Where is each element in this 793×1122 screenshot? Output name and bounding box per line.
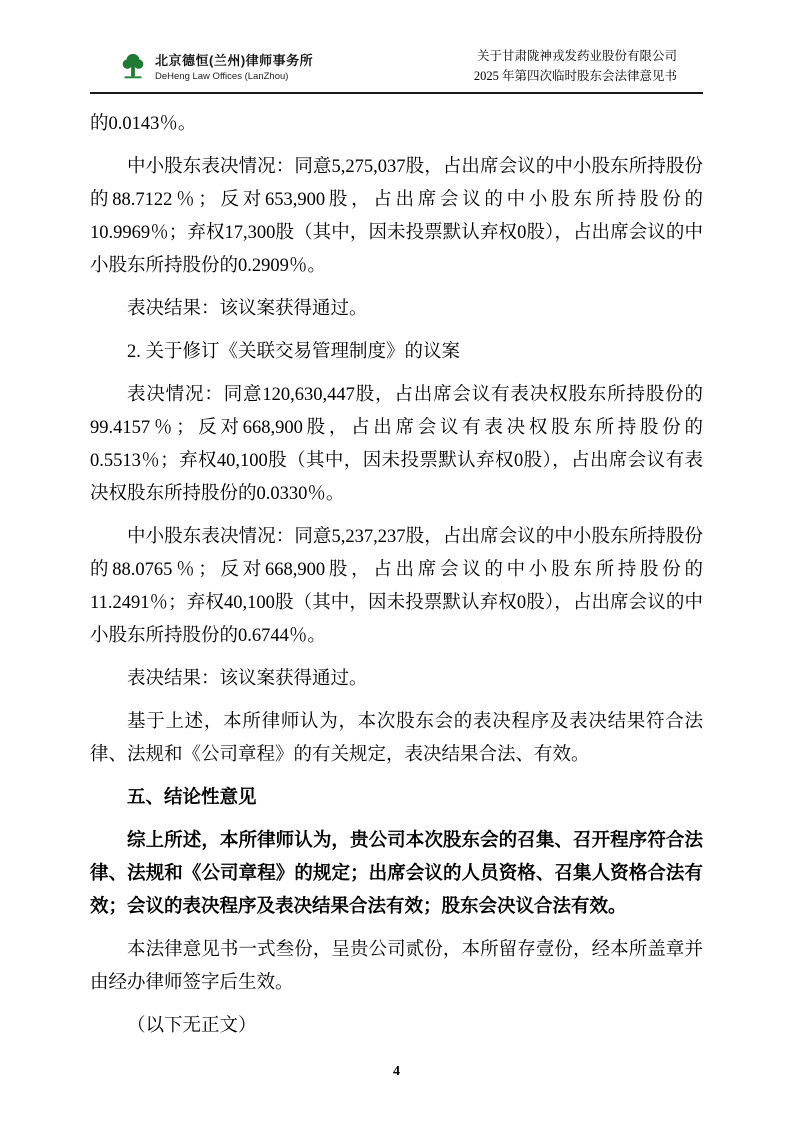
document-reference	[474, 46, 703, 86]
firm-identity	[90, 50, 313, 86]
body-paragraph: 中小股东表决情况：同意5,237,237股，占出席会议的中小股东所持股份的88.0765％；反对668,900股，占出席会议的中小股东所持股份的11.2491％；弃权40,100股（其中，因未投票默认弃权0股），占出席会议的中小股东所持股份的0.6744％。	[90, 527, 703, 646]
page-footer	[0, 1064, 793, 1080]
body-paragraph: 本法律意见书一式叁份，呈贵公司贰份，本所留存壹份，经本所盖章并由经办律师签字后生效。	[90, 940, 703, 993]
section-heading: 五、结论性意见	[127, 788, 257, 808]
page-number: 4	[393, 1064, 400, 1079]
body-paragraph: 2. 关于修订《关联交易管理制度》的议案	[127, 342, 461, 362]
firm-names	[155, 50, 313, 82]
firm-name-cn: 北京德恒(兰州)律师事务所	[155, 53, 314, 68]
firm-name-en: DeHeng Law Offices (LanZhou)	[155, 71, 289, 82]
body-paragraph: 综上所述，本所律师认为，贵公司本次股东会的召集、召开程序符合法律、法规和《公司章程》的规定；出席会议的人员资格、召集人资格合法有效；会议的表决程序及表决结果合法有效；股东会决议合法有效。	[90, 831, 703, 917]
doc-ref-line2: 2025 年第四次临时股东会法律意见书	[473, 69, 677, 83]
body-paragraph: 表决情况：同意120,630,447股，占出席会议有表决权股东所持股份的99.4157％；反对668,900股，占出席会议有表决权股东所持股份的0.5513％；弃权40,100股（其中，因未投票默认弃权0股），占出席会议有表决权股东所持股份的0.0330％。	[90, 385, 703, 504]
body-paragraph: 基于上述，本所律师认为，本次股东会的表决程序及表决结果符合法律、法规和《公司章程》的有关规定，表决结果合法、有效。	[90, 712, 703, 765]
page-header	[90, 46, 703, 94]
body-paragraph: 表决结果：该议案获得通过。	[127, 299, 368, 319]
body-paragraph: 中小股东表决情况：同意5,275,037股，占出席会议的中小股东所持股份的88.7122％；反对653,900股，占出席会议的中小股东所持股份的10.9969％；弃权17,300股（其中，因未投票默认弃权0股），占出席会议的中小股东所持股份的0.2909％。	[90, 157, 703, 276]
body-paragraph: （以下无正文）	[127, 1016, 257, 1036]
body-paragraph: 表决结果：该议案获得通过。	[127, 669, 368, 689]
deheng-tree-logo-icon	[118, 51, 148, 81]
doc-ref-line1: 关于甘肃陇神戎发药业股份有限公司	[476, 49, 677, 63]
document-body	[90, 108, 703, 1043]
body-paragraph: 的0.0143％。	[90, 114, 197, 134]
